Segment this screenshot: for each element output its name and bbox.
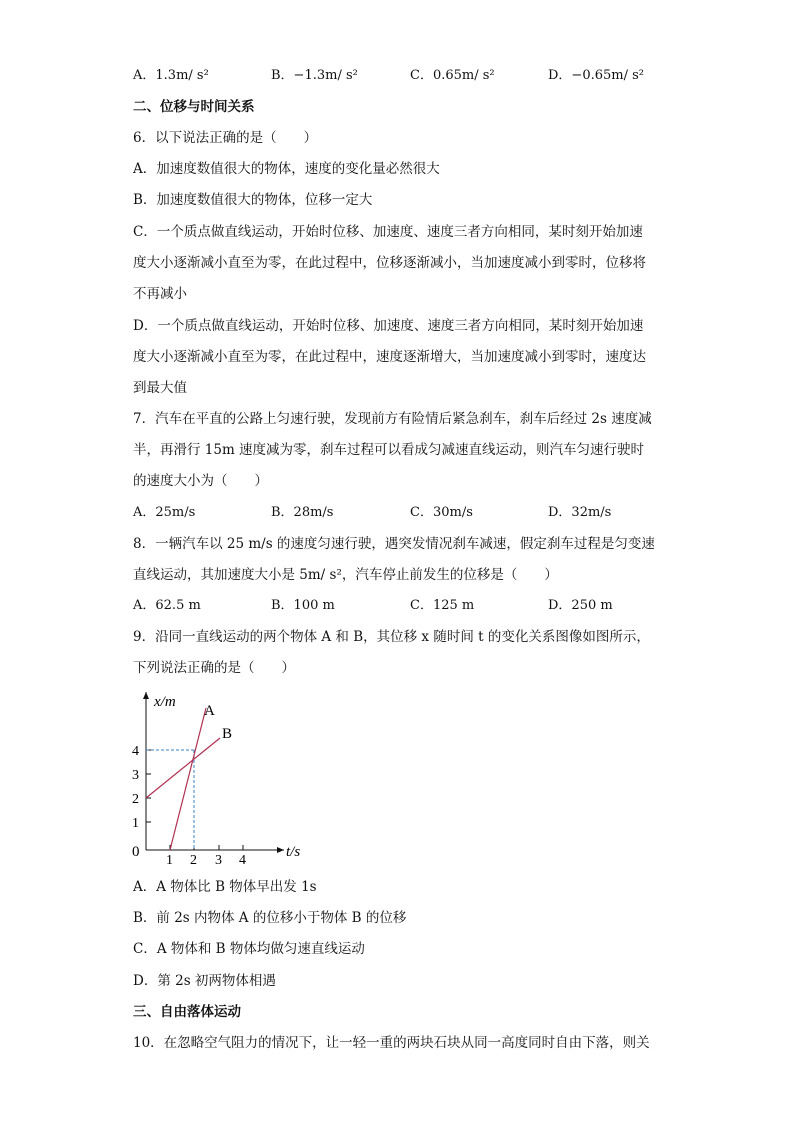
y-axis-label: x/m xyxy=(154,694,176,710)
q8-option-d: D．250 m xyxy=(548,598,613,613)
q7-option-b: B．28m/s xyxy=(271,505,334,520)
q6-option-d-line2: 度大小逐渐减小直至为零，在此过程中，速度逐渐增大，当加速度减小到零时，速度达 xyxy=(133,349,646,365)
y-tick-label: 2 xyxy=(132,792,139,807)
q9-option-c: C．A 物体和 B 物体均做匀速直线运动 xyxy=(133,941,365,957)
line-a-label: A xyxy=(204,703,215,719)
y-tick-label: 4 xyxy=(132,744,139,759)
q8-option-a: A．62.5 m xyxy=(133,598,201,613)
q8-option-b: B．100 m xyxy=(271,598,335,613)
q7-option-c: C．30m/s xyxy=(410,505,473,520)
q8-stem-line2: 直线运动，其加速度大小是 5m/ s²，汽车停止前发生的位移是（ ） xyxy=(133,567,558,583)
origin-label: 0 xyxy=(132,844,140,860)
q7-option-a: A．25m/s xyxy=(133,505,196,520)
q6-option-d-line3: 到最大值 xyxy=(133,380,187,396)
x-axis-label: t/s xyxy=(286,844,301,860)
q9-option-d: D．第 2s 初两物体相遇 xyxy=(133,973,276,989)
section-heading-3: 三、自由落体运动 xyxy=(133,1004,241,1020)
xt-graph xyxy=(128,688,308,868)
y-tick-label: 3 xyxy=(132,768,139,783)
x-tick-label: 2 xyxy=(190,853,197,868)
q9-stem-line1: 9．沿同一直线运动的两个物体 A 和 B，其位移 x 随时间 t 的变化关系图像如图所示， xyxy=(133,629,650,645)
q5-option-b: B．−1.3m/ s² xyxy=(271,68,358,83)
q5-option-a: A．1.3m/ s² xyxy=(133,68,209,83)
q6-option-d-line1: D．一个质点做直线运动，开始时位移、加速度、速度三者方向相同，某时刻开始加速 xyxy=(133,318,644,334)
x-tick-label: 3 xyxy=(215,853,222,868)
q7-option-d: D．32m/s xyxy=(548,505,612,520)
q10-stem-line1: 10．在忽略空气阻力的情况下，让一轻一重的两块石块从同一高度同时自由下落，则关 xyxy=(133,1035,650,1051)
q9-option-a: A．A 物体比 B 物体早出发 1s xyxy=(133,879,317,895)
q7-stem-line1: 7．汽车在平直的公路上匀速行驶，发现前方有险情后紧急刹车，刹车后经过 2s 速度减 xyxy=(133,411,652,427)
line-b-label: B xyxy=(222,726,233,742)
x-tick-label: 4 xyxy=(239,853,246,868)
q6-option-c-line3: 不再减小 xyxy=(133,286,187,302)
q7-stem-line2: 半，再滑行 15m 速度减为零，刹车过程可以看成匀减速直线运动，则汽车匀速行驶时 xyxy=(133,442,645,458)
q9-stem-line2: 下列说法正确的是（ ） xyxy=(133,660,295,676)
q6-option-c-line2: 度大小逐渐减小直至为零，在此过程中，位移逐渐减小，当加速度减小到零时，位移将 xyxy=(133,255,646,271)
section-heading-2: 二、位移与时间关系 xyxy=(133,99,255,115)
q6-option-a: A．加速度数值很大的物体，速度的变化量必然很大 xyxy=(133,161,440,177)
y-tick-label: 1 xyxy=(132,816,139,831)
q9-option-b: B．前 2s 内物体 A 的位移小于物体 B 的位移 xyxy=(133,910,407,926)
q6-option-c-line1: C．一个质点做直线运动，开始时位移、加速度、速度三者方向相同，某时刻开始加速 xyxy=(133,224,643,240)
q5-option-d: D．−0.65m/ s² xyxy=(548,68,644,83)
q6-option-b: B．加速度数值很大的物体，位移一定大 xyxy=(133,192,373,208)
q7-stem-line3: 的速度大小为（ ） xyxy=(133,473,268,489)
q8-stem-line1: 8．一辆汽车以 25 m/s 的速度匀速行驶，遇突发情况刹车减速，假定刹车过程是匀变速 xyxy=(133,536,655,552)
line-b xyxy=(146,738,220,798)
x-tick-label: 1 xyxy=(166,853,173,868)
q6-stem: 6．以下说法正确的是（ ） xyxy=(133,130,318,146)
q5-option-c: C．0.65m/ s² xyxy=(410,68,495,83)
line-a xyxy=(170,708,206,850)
q8-option-c: C．125 m xyxy=(410,598,475,613)
